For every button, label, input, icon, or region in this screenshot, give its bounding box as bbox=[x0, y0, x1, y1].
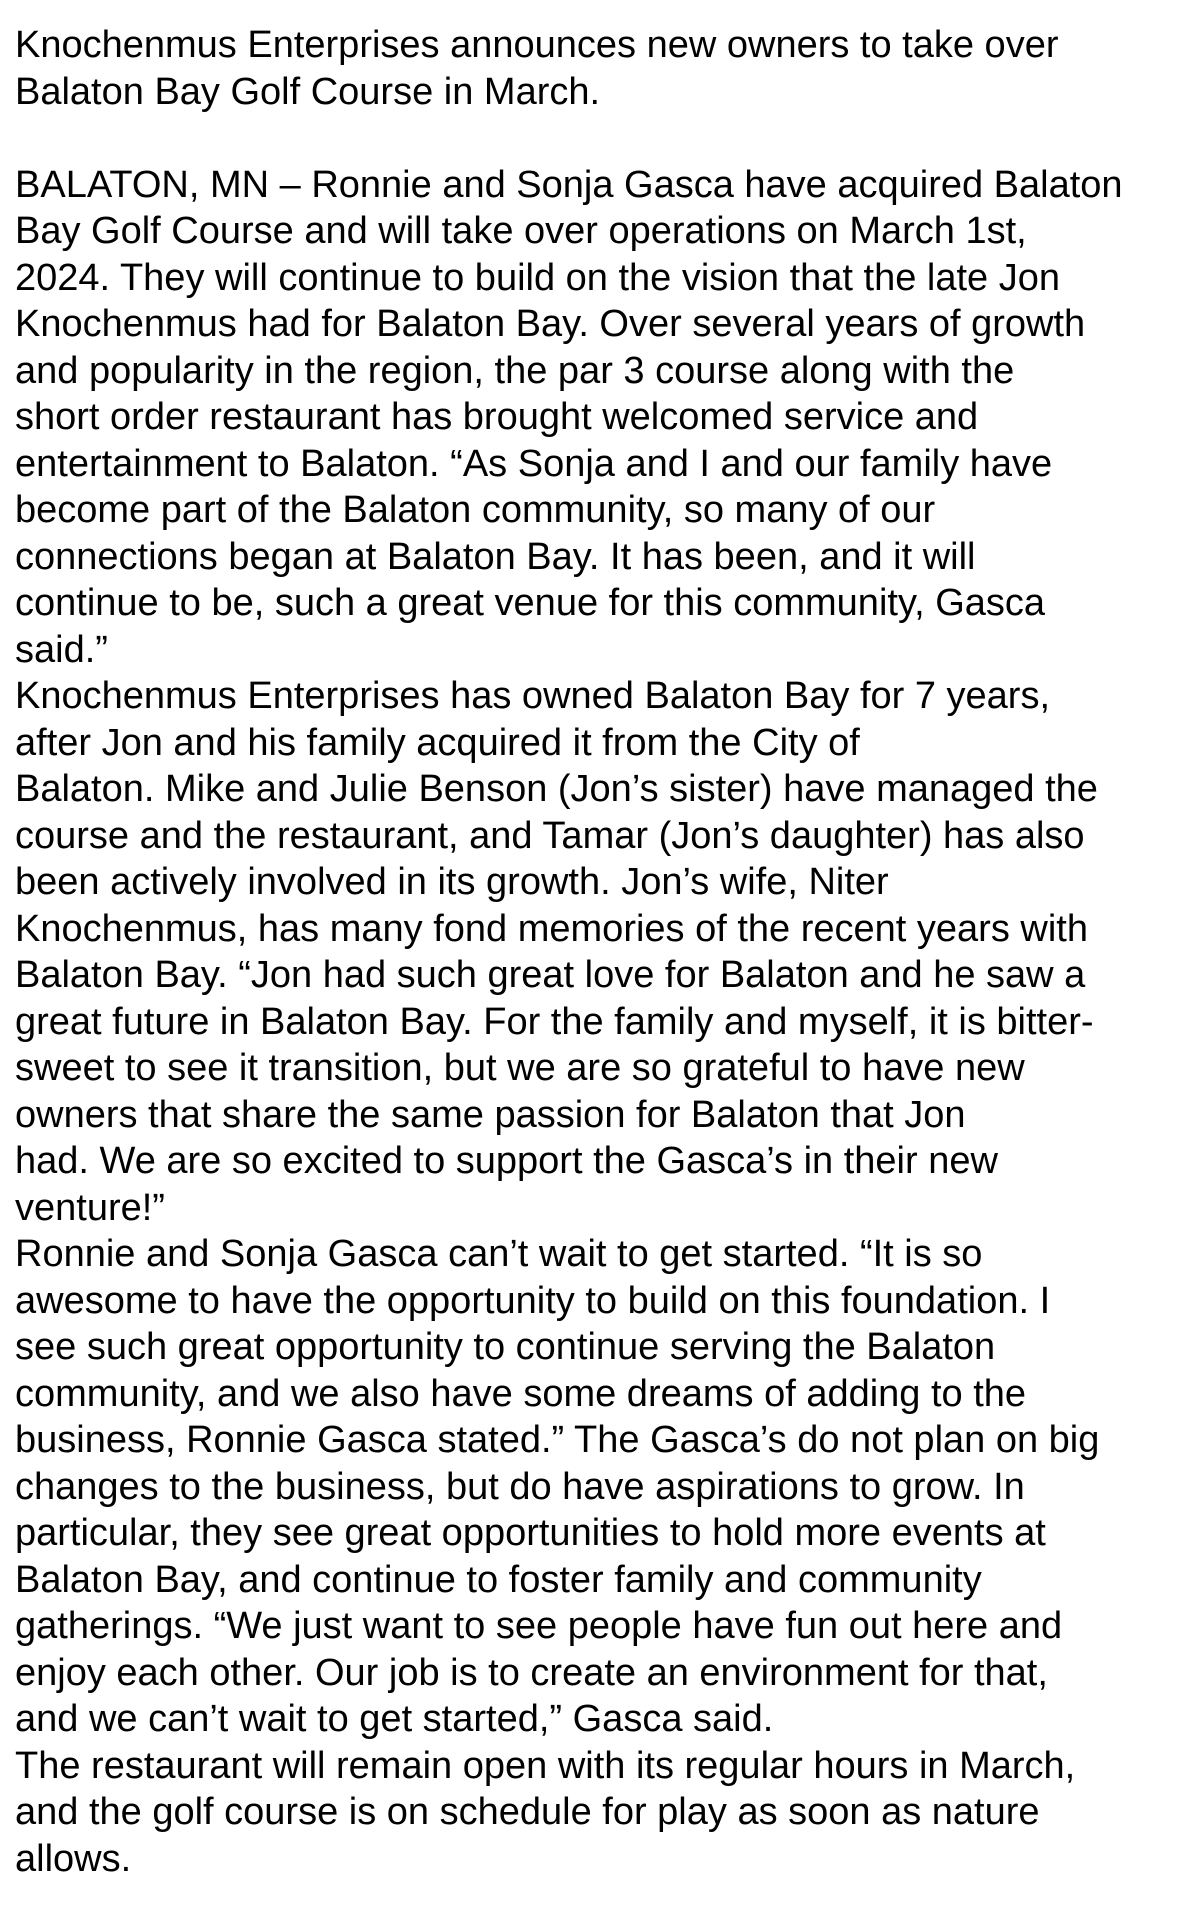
paragraph-plans bbox=[15, 1231, 1186, 1743]
text-line: Balaton Bay. “Jon had such great love for Balaton and he saw a bbox=[15, 954, 1086, 996]
text-line: awesome to have the opportunity to build on this foundation. I bbox=[15, 1279, 1051, 1322]
text-line: and popularity in the region, the par 3 course along with the bbox=[15, 349, 1015, 392]
text-line: course and the restaurant, and Tamar (Jon’s daughter) has also bbox=[15, 814, 1085, 857]
text-line: Knochenmus Enterprises has owned Balaton Bay for 7 years, bbox=[15, 675, 1051, 717]
paragraph-history bbox=[15, 673, 1186, 1231]
text-line: Balaton Bay, and continue to foster family and community bbox=[15, 1558, 982, 1601]
paragraph-announcement bbox=[15, 162, 1186, 674]
text-line: and the golf course is on schedule for play as soon as nature bbox=[15, 1791, 1040, 1833]
paragraph-closing bbox=[15, 1743, 1186, 1883]
text-line: after Jon and his family acquired it from the City of bbox=[15, 721, 860, 764]
text-line: great future in Balaton Bay. For the family and myself, it is bitter- bbox=[15, 1000, 1094, 1043]
text-line: entertainment to Balaton. “As Sonja and I and our family have bbox=[15, 442, 1053, 485]
text-line: enjoy each other. Our job is to create an environment for that, bbox=[15, 1651, 1048, 1694]
text-line: business, Ronnie Gasca stated.” The Gasca’s do not plan on big bbox=[15, 1419, 1100, 1461]
text-line: continue to be, such a great venue for this community, Gasca bbox=[15, 582, 1046, 624]
text-line: community, and we also have some dreams of adding to the bbox=[15, 1372, 1027, 1415]
text-line: sweet to see it transition, but we are so grateful to have new bbox=[15, 1047, 1025, 1089]
text-line: and we can’t wait to get started,” Gasca said. bbox=[15, 1698, 774, 1740]
text-line: BALATON, MN – Ronnie and Sonja Gasca have acquired Balaton bbox=[15, 163, 1123, 206]
text-line: gatherings. “We just want to see people have fun out here and bbox=[15, 1605, 1063, 1647]
blank-line bbox=[15, 115, 1186, 162]
text-line: The restaurant will remain open with its regular hours in March, bbox=[15, 1744, 1076, 1787]
text-line: owners that share the same passion for Balaton that Jon bbox=[15, 1093, 966, 1136]
text-line: Bay Golf Course and will take over operations on March 1st, bbox=[15, 210, 1027, 252]
text-line: allows. bbox=[15, 1837, 132, 1880]
headline-line: Knochenmus Enterprises announces new owners to take over bbox=[15, 24, 1059, 66]
headline-line: Balaton Bay Golf Course in March. bbox=[15, 70, 601, 113]
text-line: short order restaurant has brought welcomed service and bbox=[15, 396, 979, 438]
text-line: Knochenmus, has many fond memories of the recent years with bbox=[15, 907, 1088, 950]
text-line: Ronnie and Sonja Gasca can’t wait to get started. “It is so bbox=[15, 1233, 983, 1275]
headline bbox=[15, 22, 1186, 115]
text-line: 2024. They will continue to build on the vision that the late Jon bbox=[15, 256, 1060, 299]
text-line: particular, they see great opportunities to hold more events at bbox=[15, 1512, 1046, 1554]
text-line: had. We are so excited to support the Gasca’s in their new bbox=[15, 1140, 998, 1182]
text-line: Balaton. Mike and Julie Benson (Jon’s sister) have managed the bbox=[15, 768, 1098, 810]
text-line: Knochenmus had for Balaton Bay. Over several years of growth bbox=[15, 303, 1086, 345]
text-line: see such great opportunity to continue serving the Balaton bbox=[15, 1326, 996, 1368]
text-line: said.” bbox=[15, 628, 108, 671]
text-line: changes to the business, but do have aspirations to grow. In bbox=[15, 1465, 1025, 1508]
text-line: become part of the Balaton community, so many of our bbox=[15, 489, 936, 531]
text-line: connections began at Balaton Bay. It has been, and it will bbox=[15, 535, 976, 578]
text-line: been actively involved in its growth. Jon’s wife, Niter bbox=[15, 861, 889, 903]
text-line: venture!” bbox=[15, 1186, 165, 1229]
